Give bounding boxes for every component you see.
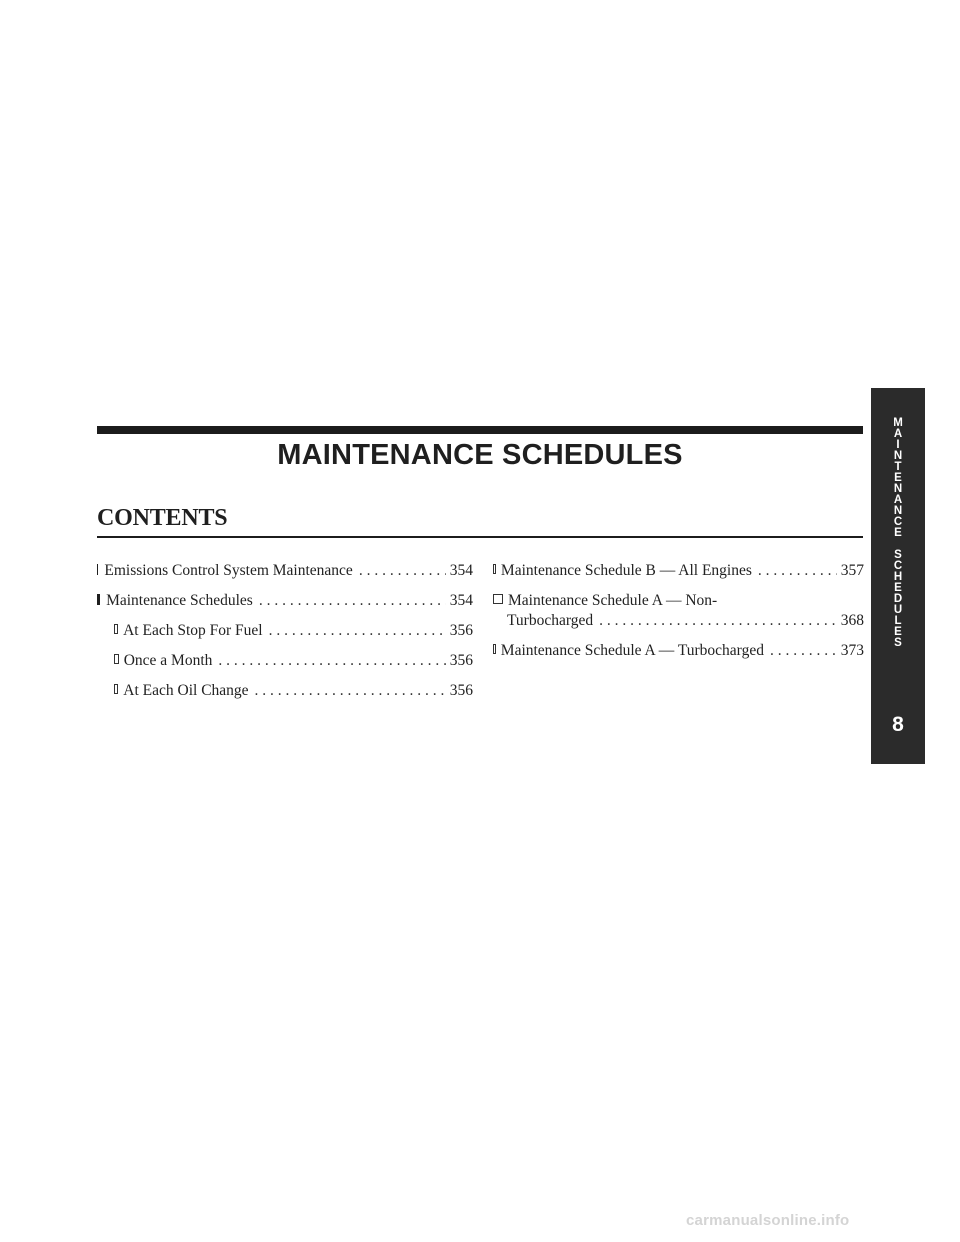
toc-entry[interactable] — [97, 651, 473, 681]
chapter-side-tab[interactable] — [871, 388, 925, 764]
side-tab-letter: A — [893, 428, 903, 440]
side-tab-letter: S — [894, 637, 902, 649]
side-tab-letters — [871, 418, 925, 649]
toc-entry-label: Maintenance Schedule A — Turbocharged — [500, 642, 764, 659]
chapter-title: MAINTENANCE SCHEDULES — [277, 439, 683, 471]
square-bullet-icon — [97, 594, 100, 605]
hollow-square-bullet-icon — [114, 624, 118, 634]
contents-rule — [97, 536, 863, 538]
watermark-text: carmanualsonline.info — [686, 1212, 850, 1229]
toc-entry-page: 356 — [449, 622, 473, 639]
dot-leader — [253, 591, 446, 611]
side-tab-letter: U — [893, 604, 903, 616]
side-tab-letter: L — [894, 615, 902, 627]
toc-entry[interactable] — [493, 561, 864, 591]
toc-left-column — [97, 561, 473, 711]
side-tab-letter: D — [893, 593, 903, 605]
toc-entry-page: 354 — [449, 592, 473, 609]
side-tab-letter: E — [894, 472, 902, 484]
toc-entry[interactable] — [493, 591, 864, 641]
toc-entry-label: Emissions Control System Maintenance — [104, 562, 353, 579]
toc-entry[interactable] — [97, 621, 473, 651]
side-tab-letter: C — [893, 516, 903, 528]
toc-entry-label: Maintenance Schedules — [106, 592, 253, 609]
side-tab-letter: E — [894, 527, 902, 539]
side-tab-letter: S — [894, 549, 902, 561]
hollow-square-bullet-icon — [493, 644, 496, 654]
toc-entry-label: Maintenance Schedule B — All Engines — [500, 562, 752, 579]
side-tab-letter: I — [896, 439, 900, 451]
side-tab-letter: C — [893, 560, 903, 572]
dot-leader — [593, 611, 837, 631]
toc-entry-page: 356 — [449, 682, 473, 699]
top-rule — [97, 426, 863, 434]
toc-entry-page: 354 — [449, 562, 473, 579]
toc-entry-page: 373 — [840, 642, 864, 659]
toc-entry-page: 368 — [840, 612, 864, 629]
hollow-square-bullet-icon — [114, 654, 119, 664]
side-tab-chapter-number: 8 — [892, 713, 904, 736]
toc-entry[interactable] — [97, 561, 473, 591]
side-tab-letter: A — [893, 494, 903, 506]
side-tab-letter: N — [893, 483, 903, 495]
toc-right-column — [493, 561, 864, 671]
dot-leader — [212, 651, 445, 671]
side-tab-letter: H — [893, 571, 903, 583]
toc-entry[interactable] — [493, 641, 864, 671]
dot-leader — [263, 621, 446, 641]
toc-entry-label-line1: Maintenance Schedule A — Non- — [508, 592, 718, 609]
square-bullet-icon — [97, 564, 98, 575]
dot-leader — [353, 561, 446, 581]
side-tab-letter: E — [894, 582, 902, 594]
toc-entry-label: Once a Month — [123, 652, 213, 669]
dot-leader — [764, 641, 837, 661]
contents-heading: CONTENTS — [97, 505, 228, 531]
toc-entry-label: At Each Oil Change — [123, 682, 249, 699]
toc-entry[interactable] — [97, 591, 473, 621]
toc-entry[interactable] — [97, 681, 473, 711]
side-tab-letter: N — [893, 450, 903, 462]
hollow-square-bullet-icon — [114, 684, 118, 694]
hollow-square-bullet-icon — [493, 594, 503, 604]
side-tab-letter: M — [893, 417, 903, 429]
side-tab-letter: N — [893, 505, 903, 517]
side-tab-letter: T — [894, 461, 902, 473]
side-tab-letter: E — [894, 626, 902, 638]
dot-leader — [752, 561, 837, 581]
toc-entry-label: At Each Stop For Fuel — [123, 622, 263, 639]
hollow-square-bullet-icon — [493, 564, 496, 574]
dot-leader — [249, 681, 446, 701]
toc-entry-label-line2: Turbocharged — [507, 612, 594, 629]
toc-entry-page: 357 — [840, 562, 864, 579]
toc-entry-page: 356 — [449, 652, 473, 669]
